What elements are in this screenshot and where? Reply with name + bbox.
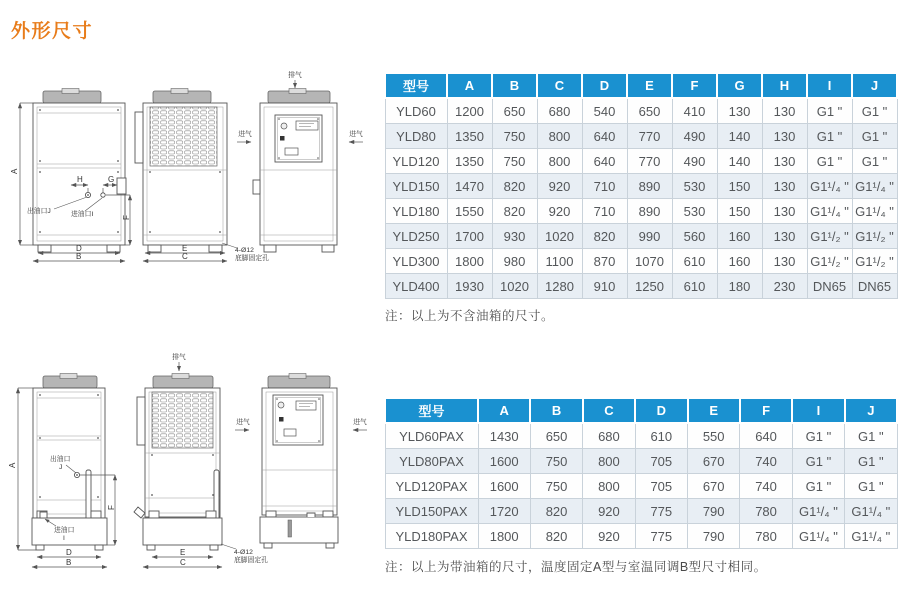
back-view-tank-drawing	[235, 374, 367, 549]
dimension-cell: 130	[762, 98, 807, 124]
dimension-cell: 1200	[447, 98, 492, 124]
dim-label-b: B	[76, 252, 82, 261]
oil-outlet-label: 出油口J	[27, 208, 51, 215]
dimension-cell: 1350	[447, 149, 492, 174]
dimension-cell: 1550	[447, 199, 492, 224]
column-header: I	[792, 398, 844, 423]
column-header: D	[635, 398, 687, 423]
dimension-cell: 530	[672, 174, 717, 199]
dimension-cell: 870	[582, 249, 627, 274]
dimension-cell: 775	[635, 499, 687, 524]
dimension-cell: G1 "	[807, 98, 852, 124]
dim-label-f: F	[122, 215, 131, 220]
dimension-cell: 130	[762, 249, 807, 274]
table-row	[385, 124, 897, 149]
dimension-cell: 820	[582, 224, 627, 249]
dimension-cell: 640	[582, 124, 627, 149]
column-header: B	[492, 73, 537, 98]
dimension-cell: 140	[717, 124, 762, 149]
model-cell: YLD80PAX	[385, 449, 478, 474]
column-header: 型号	[385, 73, 447, 98]
dimension-cell: 990	[627, 224, 672, 249]
table2-note: 注：以上为带油箱的尺寸，温度固定A型与室温同调B型尺寸相同。	[385, 560, 767, 574]
dim-label-f: F	[107, 505, 116, 510]
dimension-cell: 130	[717, 98, 762, 124]
table-row	[385, 249, 897, 274]
dimension-cell: 790	[688, 499, 740, 524]
table-row	[385, 174, 897, 199]
dimension-cell: 1800	[478, 524, 530, 549]
column-header: G	[717, 73, 762, 98]
table-row	[385, 199, 897, 224]
header-row	[385, 73, 897, 98]
side-view-drawing	[135, 89, 269, 263]
table-row	[385, 499, 897, 524]
dimension-cell: 130	[762, 174, 807, 199]
dimension-cell: 820	[530, 499, 582, 524]
dimension-cell: 650	[530, 423, 582, 449]
model-cell: YLD120	[385, 149, 447, 174]
dimension-cell: 790	[688, 524, 740, 549]
dimension-cell: 780	[740, 524, 792, 549]
dimension-cell: 1020	[537, 224, 582, 249]
header-row	[385, 398, 897, 423]
column-header: H	[762, 73, 807, 98]
dimension-cell: 1100	[537, 249, 582, 274]
dimension-cell: 1250	[627, 274, 672, 299]
back-view-drawing	[237, 70, 363, 252]
dimension-cell: G1 "	[852, 98, 897, 124]
dimension-cell: 890	[627, 174, 672, 199]
mounting-hole-label: 4-Ø12	[234, 549, 253, 556]
dimension-cell: 1020	[492, 274, 537, 299]
dimension-cell: G1 "	[852, 149, 897, 174]
column-header: J	[852, 73, 897, 98]
column-header: J	[845, 398, 897, 423]
dimension-cell: 775	[635, 524, 687, 549]
model-cell: YLD180	[385, 199, 447, 224]
table1-note: 注：以上为不含油箱的尺寸。	[385, 309, 555, 323]
dimension-cell: 1930	[447, 274, 492, 299]
dim-label-a: A	[10, 168, 19, 174]
dimension-cell: 920	[537, 199, 582, 224]
dimension-cell: 650	[627, 98, 672, 124]
dimension-cell: 650	[492, 98, 537, 124]
dimension-cell: G1 "	[792, 449, 844, 474]
dimension-cell: 800	[583, 449, 635, 474]
table-row	[385, 449, 897, 474]
dimension-cell: 490	[672, 124, 717, 149]
dimension-cell: 550	[688, 423, 740, 449]
model-cell: YLD250	[385, 224, 447, 249]
column-header: F	[740, 398, 792, 423]
dimension-cell: 150	[717, 174, 762, 199]
oil-inlet-label: 进油口I	[71, 211, 94, 218]
dimension-cell: 1700	[447, 224, 492, 249]
page-title: 外形尺寸	[11, 21, 94, 42]
oil-outlet-port-label: J	[59, 464, 63, 471]
dimension-cell: 750	[492, 149, 537, 174]
exhaust-label: 排气	[172, 354, 186, 361]
mounting-hole-label: 4-Ø12	[235, 247, 254, 254]
dimension-cell: 670	[688, 449, 740, 474]
dimension-cell: G1¹/₄ "	[852, 174, 897, 199]
dimension-cell: G1 "	[845, 474, 897, 499]
dimension-cell: G1¹/₂ "	[807, 224, 852, 249]
dimension-cell: 820	[492, 199, 537, 224]
dimension-cell: G1 "	[807, 149, 852, 174]
dimension-cell: G1 "	[807, 124, 852, 149]
dimension-cell: 800	[583, 474, 635, 499]
dim-label-e: E	[182, 244, 188, 253]
dimension-cell: 705	[635, 474, 687, 499]
oil-inlet-label: 进油口	[54, 527, 75, 534]
intake-left-label: 进气	[236, 419, 250, 426]
dimension-cell: 740	[740, 449, 792, 474]
dimension-cell: G1¹/₄ "	[852, 199, 897, 224]
dimension-cell: 680	[583, 423, 635, 449]
dimension-cell: G1¹/₄ "	[807, 199, 852, 224]
column-header: C	[583, 398, 635, 423]
dimension-cell: G1 "	[852, 124, 897, 149]
model-cell: YLD60	[385, 98, 447, 124]
dimension-cell: 800	[537, 149, 582, 174]
intake-left-label: 进气	[238, 131, 252, 138]
dimension-cell: 530	[672, 199, 717, 224]
dimension-cell: 1430	[478, 423, 530, 449]
dimension-cell: 130	[762, 149, 807, 174]
dimension-cell: DN65	[807, 274, 852, 299]
dimension-cell: 130	[762, 124, 807, 149]
drawing-set-with-tank	[8, 348, 386, 594]
dimension-cell: 980	[492, 249, 537, 274]
dimension-cell: 920	[583, 524, 635, 549]
dimension-cell: 920	[537, 174, 582, 199]
exhaust-label: 排气	[288, 72, 302, 79]
dim-label-b: B	[66, 558, 72, 567]
dimension-cell: 230	[762, 274, 807, 299]
dimension-cell: 670	[688, 474, 740, 499]
dimension-cell: 770	[627, 149, 672, 174]
dimension-cell: 490	[672, 149, 717, 174]
dimension-table-pax	[384, 397, 898, 549]
dimension-cell: G1¹/₂ "	[852, 224, 897, 249]
dimension-cell: 680	[537, 98, 582, 124]
dimension-cell: 750	[530, 449, 582, 474]
dimension-cell: 610	[672, 274, 717, 299]
model-cell: YLD120PAX	[385, 474, 478, 499]
column-header: D	[582, 73, 627, 98]
dimension-cell: 770	[627, 124, 672, 149]
dimension-cell: 160	[717, 224, 762, 249]
dimension-cell: 750	[530, 474, 582, 499]
dimension-cell: 1350	[447, 124, 492, 149]
front-view-tank-drawing	[8, 374, 116, 568]
column-header: B	[530, 398, 582, 423]
side-view-tank-drawing	[134, 352, 268, 567]
dim-label-g: G	[108, 175, 115, 184]
dimension-cell: G1¹/₄ "	[792, 524, 844, 549]
column-header: F	[672, 73, 717, 98]
dimension-cell: 610	[672, 249, 717, 274]
dimension-cell: 540	[582, 98, 627, 124]
dim-label-h: H	[77, 175, 83, 184]
model-cell: YLD300	[385, 249, 447, 274]
dimension-cell: 140	[717, 149, 762, 174]
dimension-cell: 930	[492, 224, 537, 249]
dimension-cell: G1¹/₄ "	[807, 174, 852, 199]
column-header: I	[807, 73, 852, 98]
column-header: A	[478, 398, 530, 423]
dimension-cell: 640	[582, 149, 627, 174]
column-header: C	[537, 73, 582, 98]
table-row	[385, 423, 897, 449]
column-header: E	[688, 398, 740, 423]
table-row	[385, 474, 897, 499]
drawing-set-no-tank	[8, 60, 386, 274]
dimension-cell: 750	[492, 124, 537, 149]
dimension-cell: G1¹/₄ "	[792, 499, 844, 524]
dimension-cell: G1¹/₂ "	[852, 249, 897, 274]
dimension-cell: 130	[762, 224, 807, 249]
dimension-cell: 130	[762, 199, 807, 224]
dimension-cell: 1470	[447, 174, 492, 199]
column-header: A	[447, 73, 492, 98]
mounting-hole-label-2: 底脚固定孔	[234, 557, 268, 564]
dimension-cell: 920	[583, 499, 635, 524]
dim-label-a: A	[8, 462, 17, 468]
dim-label-d: D	[76, 244, 82, 253]
model-cell: YLD150PAX	[385, 499, 478, 524]
dim-label-e: E	[180, 548, 186, 557]
dimension-cell: 820	[530, 524, 582, 549]
dimension-cell: G1 "	[792, 474, 844, 499]
dimension-cell: 780	[740, 499, 792, 524]
front-view-drawing	[10, 89, 131, 262]
dimension-cell: 710	[582, 174, 627, 199]
dimension-cell: 820	[492, 174, 537, 199]
dimension-cell: 150	[717, 199, 762, 224]
dimension-cell: 890	[627, 199, 672, 224]
dimension-cell: 160	[717, 249, 762, 274]
dimension-cell: 1600	[478, 474, 530, 499]
dimension-cell: 640	[740, 423, 792, 449]
dimension-cell: G1¹/₄ "	[845, 499, 897, 524]
dimension-cell: G1 "	[792, 423, 844, 449]
table-row	[385, 274, 897, 299]
dimension-cell: 705	[635, 449, 687, 474]
dimension-cell: 560	[672, 224, 717, 249]
dimension-cell: 1600	[478, 449, 530, 474]
dimension-cell: 800	[537, 124, 582, 149]
dimension-cell: 410	[672, 98, 717, 124]
dimension-cell: G1¹/₂ "	[807, 249, 852, 274]
intake-right-label: 进气	[353, 419, 367, 426]
model-cell: YLD150	[385, 174, 447, 199]
model-cell: YLD400	[385, 274, 447, 299]
column-header: E	[627, 73, 672, 98]
dimension-cell: 740	[740, 474, 792, 499]
dimension-cell: G1¹/₄ "	[845, 524, 897, 549]
table-row	[385, 149, 897, 174]
dimension-table-standard	[384, 72, 898, 299]
dimension-cell: 710	[582, 199, 627, 224]
dimension-cell: 610	[635, 423, 687, 449]
dim-label-d: D	[66, 548, 72, 557]
oil-inlet-port-label: I	[63, 535, 65, 542]
dimension-cell: 910	[582, 274, 627, 299]
dimension-cell: G1 "	[845, 449, 897, 474]
model-cell: YLD80	[385, 124, 447, 149]
dimension-cell: 1720	[478, 499, 530, 524]
intake-right-label: 进气	[349, 131, 363, 138]
table-row	[385, 224, 897, 249]
dimension-cell: 180	[717, 274, 762, 299]
oil-outlet-label: 出油口	[50, 456, 71, 463]
dim-label-c: C	[180, 558, 186, 567]
dimension-cell: 1800	[447, 249, 492, 274]
table-row	[385, 524, 897, 549]
column-header: 型号	[385, 398, 478, 423]
table-row	[385, 98, 897, 124]
model-cell: YLD60PAX	[385, 423, 478, 449]
dim-label-c: C	[182, 252, 188, 261]
dimension-cell: G1 "	[845, 423, 897, 449]
dimension-cell: 1280	[537, 274, 582, 299]
mounting-hole-label-2: 底脚固定孔	[235, 255, 269, 262]
dimension-cell: DN65	[852, 274, 897, 299]
model-cell: YLD180PAX	[385, 524, 478, 549]
dimension-cell: 1070	[627, 249, 672, 274]
